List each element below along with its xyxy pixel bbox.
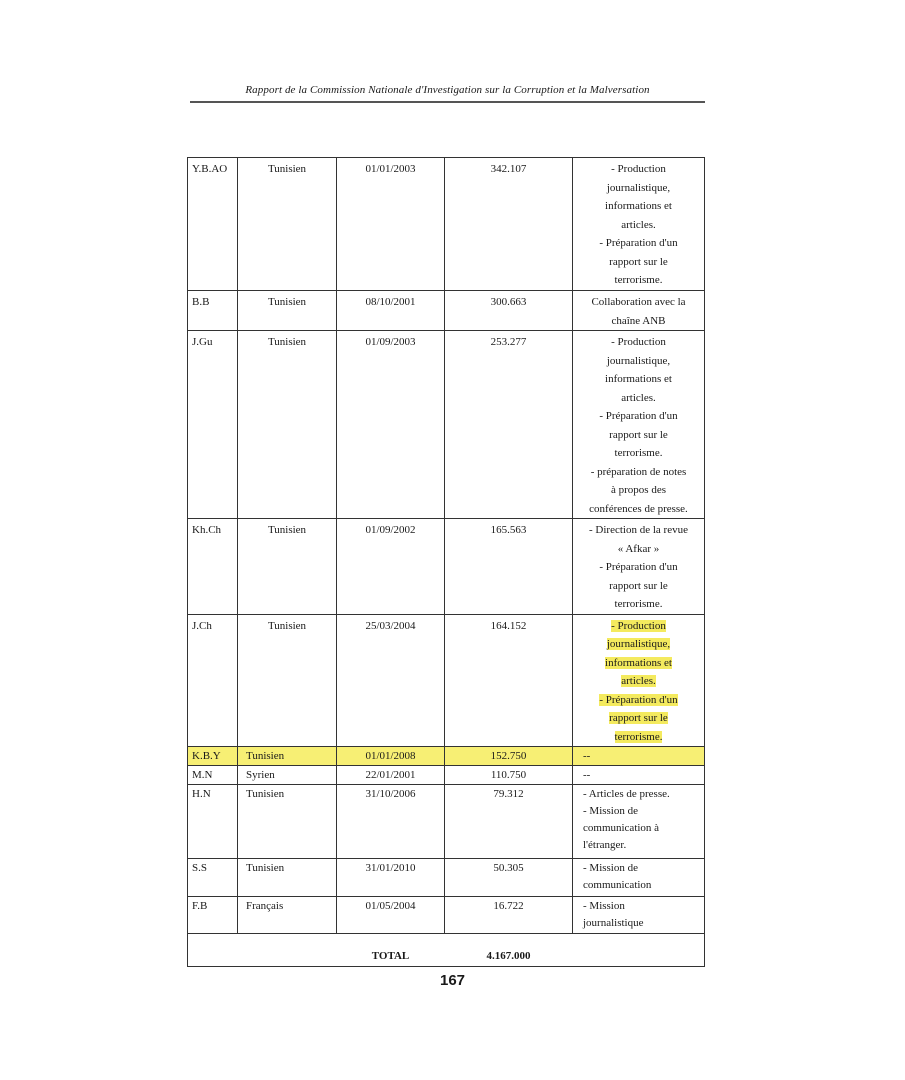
description-line: rapport sur le bbox=[609, 579, 668, 592]
cell-description bbox=[573, 859, 705, 897]
description-line bbox=[577, 654, 700, 673]
description-line: articles. bbox=[621, 218, 656, 231]
table-row bbox=[188, 897, 705, 934]
cell-name: Y.B.AO bbox=[188, 158, 238, 291]
cell-nationality: Tunisien bbox=[238, 291, 337, 331]
description-line: - Production bbox=[611, 163, 666, 175]
description-line: - préparation de notes bbox=[590, 465, 687, 478]
description-line: terrorisme. bbox=[614, 447, 663, 459]
table-row bbox=[188, 859, 705, 897]
cell-name: F.B bbox=[188, 897, 238, 934]
description-line: communication à bbox=[583, 822, 660, 834]
total-row bbox=[188, 934, 705, 967]
cell-description bbox=[573, 291, 705, 331]
description-line: rapport sur le bbox=[609, 255, 668, 268]
cell-nationality: Français bbox=[238, 897, 337, 934]
description-line: « Afkar » bbox=[617, 542, 660, 555]
description-line: terrorisme. bbox=[614, 598, 663, 610]
table-row bbox=[188, 158, 705, 291]
description-line: communication bbox=[583, 879, 652, 891]
cell-name: B.B bbox=[188, 291, 238, 331]
cell-name: S.S bbox=[188, 859, 238, 897]
cell-amount: 253.277 bbox=[445, 331, 573, 519]
cell-nationality: Syrien bbox=[238, 766, 337, 785]
cell-nationality: Tunisien bbox=[238, 158, 337, 291]
cell-amount: 16.722 bbox=[445, 897, 573, 934]
cell-nationality: Tunisien bbox=[238, 859, 337, 897]
description-line: journalistique, bbox=[606, 354, 671, 367]
table-row bbox=[188, 614, 705, 747]
table-row bbox=[188, 331, 705, 519]
table-row-highlighted bbox=[188, 747, 705, 766]
cell-amount: 110.750 bbox=[445, 766, 573, 785]
highlighter-mark: informations et bbox=[605, 656, 672, 669]
description-line: rapport sur le bbox=[609, 428, 668, 441]
cell-amount: 300.663 bbox=[445, 291, 573, 331]
description-line: terrorisme. bbox=[614, 274, 663, 286]
description-line: - Mission de bbox=[583, 862, 638, 874]
cell-nationality: Tunisien bbox=[238, 785, 337, 859]
cell-description bbox=[573, 158, 705, 291]
description-line: chaîne ANB bbox=[611, 314, 666, 327]
cell-description bbox=[573, 614, 705, 747]
cell-nationality: Tunisien bbox=[238, 519, 337, 615]
cell-date: 22/01/2001 bbox=[337, 766, 445, 785]
personnel-payments-table bbox=[187, 157, 705, 967]
description-line: informations et bbox=[605, 200, 672, 212]
cell-name: M.N bbox=[188, 766, 238, 785]
table-row bbox=[188, 785, 705, 859]
description-line: articles. bbox=[621, 391, 656, 404]
cell-description bbox=[573, 331, 705, 519]
description-line: - Mission de bbox=[583, 805, 638, 817]
highlighter-mark: - Préparation d'un bbox=[599, 693, 678, 706]
highlighter-mark: rapport sur le bbox=[609, 712, 668, 724]
cell-date: 31/01/2010 bbox=[337, 859, 445, 897]
cell-amount: 164.152 bbox=[445, 614, 573, 747]
table-row bbox=[188, 291, 705, 331]
cell-name: H.N bbox=[188, 785, 238, 859]
cell-date: 31/10/2006 bbox=[337, 785, 445, 859]
total-label: TOTAL bbox=[337, 934, 445, 967]
description-line: l'étranger. bbox=[583, 839, 627, 851]
cell-date: 25/03/2004 bbox=[337, 614, 445, 747]
cell-date: 08/10/2001 bbox=[337, 291, 445, 331]
highlighter-mark: journalistique, bbox=[606, 638, 671, 650]
description-line: - Préparation d'un bbox=[599, 237, 678, 249]
description-line: informations et bbox=[605, 373, 672, 385]
cell-amount: 342.107 bbox=[445, 158, 573, 291]
description-line bbox=[577, 635, 700, 654]
cell-amount: 165.563 bbox=[445, 519, 573, 615]
cell-description bbox=[573, 897, 705, 934]
total-amount: 4.167.000 bbox=[445, 934, 573, 967]
description-line bbox=[577, 728, 700, 747]
description-line: à propos des bbox=[611, 484, 666, 496]
description-line: conférences de presse. bbox=[589, 502, 688, 515]
description-line bbox=[577, 617, 700, 636]
description-line bbox=[577, 691, 700, 710]
description-line bbox=[577, 709, 700, 728]
description-line: - Préparation d'un bbox=[599, 561, 678, 573]
cell-description bbox=[573, 519, 705, 615]
highlighter-mark: - Production bbox=[611, 619, 666, 632]
cell-description: -- bbox=[573, 747, 705, 766]
cell-date: 01/01/2003 bbox=[337, 158, 445, 291]
cell-amount: 50.305 bbox=[445, 859, 573, 897]
highlighter-mark: articles. bbox=[621, 675, 656, 687]
cell-date: 01/01/2008 bbox=[337, 747, 445, 766]
description-line: - Préparation d'un bbox=[599, 410, 678, 422]
report-header-title: Rapport de la Commission Nationale d'Investigation sur la Corruption et la Malversation bbox=[245, 84, 650, 96]
cell-amount: 79.312 bbox=[445, 785, 573, 859]
page-number: 167 bbox=[439, 972, 466, 989]
cell-amount: 152.750 bbox=[445, 747, 573, 766]
cell-date: 01/09/2002 bbox=[337, 519, 445, 615]
description-line: - Articles de presse. bbox=[583, 788, 670, 800]
table-row bbox=[188, 519, 705, 615]
cell-nationality: Tunisien bbox=[238, 747, 337, 766]
cell-name: J.Gu bbox=[188, 331, 238, 519]
description-line: journalistique, bbox=[606, 181, 671, 194]
description-line bbox=[577, 672, 700, 691]
highlighter-mark: terrorisme. bbox=[614, 730, 663, 743]
description-line: Collaboration avec la bbox=[591, 296, 686, 308]
description-line: - Mission bbox=[583, 900, 625, 912]
description-line: - Production bbox=[611, 336, 666, 348]
table-row bbox=[188, 766, 705, 785]
cell-date: 01/05/2004 bbox=[337, 897, 445, 934]
cell-description: -- bbox=[573, 766, 705, 785]
cell-nationality: Tunisien bbox=[238, 614, 337, 747]
cell-nationality: Tunisien bbox=[238, 331, 337, 519]
description-line: - Direction de la revue bbox=[589, 524, 688, 536]
cell-name: J.Ch bbox=[188, 614, 238, 747]
cell-name: K.B.Y bbox=[188, 747, 238, 766]
cell-description bbox=[573, 785, 705, 859]
cell-name: Kh.Ch bbox=[188, 519, 238, 615]
header-rule bbox=[190, 101, 705, 103]
cell-date: 01/09/2003 bbox=[337, 331, 445, 519]
description-line: journalistique bbox=[583, 917, 644, 929]
